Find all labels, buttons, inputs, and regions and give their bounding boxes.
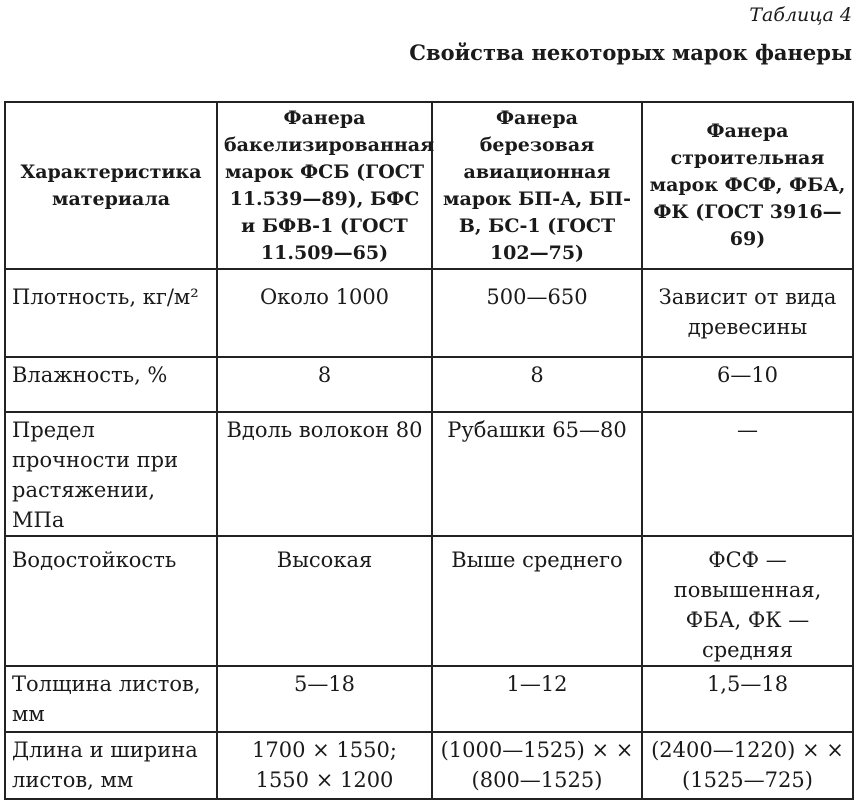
row-label-tensile-strength: Предел прочности при растяжении, МПа [12, 418, 179, 532]
table-row [5, 357, 853, 412]
plywood-properties-table [4, 101, 854, 800]
cell-value: Зависит от вида древесины [658, 285, 837, 339]
cell-value: 1—12 [506, 672, 568, 696]
cell-value: — [737, 418, 758, 442]
row-label-thickness: Толщина листов, мм [12, 672, 201, 726]
cell-value: Высокая [276, 548, 373, 572]
cell-value: (2400—1220) × × (1525—725) [651, 738, 844, 792]
cell-value: Вдоль волокон 80 [226, 418, 423, 442]
header-row [5, 102, 853, 269]
row-label-dimensions: Длина и ширина листов, мм [12, 738, 198, 792]
cell-value: 8 [317, 363, 332, 387]
table-row [5, 269, 853, 357]
header-bakelized-plywood: Фанера бакелизированная марок ФСБ (ГОСТ 11.539—89), БФС и БФВ-1 (ГОСТ 11.509—65) [217, 102, 432, 269]
header-construction-plywood: Фанера строительная марок ФСФ, ФБА, ФК (ГОСТ 3916—69) [642, 102, 853, 269]
cell-value: Выше среднего [451, 548, 623, 572]
table-row [5, 412, 853, 536]
table-row [5, 732, 853, 799]
row-label-moisture: Влажность, % [12, 363, 168, 387]
cell-value: 1,5—18 [706, 672, 789, 696]
cell-value: 8 [530, 363, 544, 387]
table-number-label: Таблица 4 [749, 4, 852, 26]
header-characteristic: Характеристика материала [5, 102, 217, 269]
table-row [5, 666, 853, 732]
cell-value: Рубашки 65—80 [447, 418, 627, 442]
table-row [5, 536, 853, 666]
cell-value: 5—18 [293, 672, 356, 696]
row-label-density: Плотность, кг/м² [12, 285, 199, 309]
table-title: Свойства некоторых марок фанеры [409, 40, 852, 65]
row-label-water-resistance: Водостойкость [12, 548, 177, 572]
header-birch-aviation-plywood: Фанера березовая авиационная марок БП-А, БП-В, БС-1 (ГОСТ 102—75) [432, 102, 642, 269]
cell-value: 1700 × 1550; 1550 × 1200 [252, 738, 397, 792]
cell-value: 6—10 [716, 363, 779, 387]
cell-value: ФСФ — повышенная, ФБА, ФК — средняя [673, 548, 822, 662]
cell-value: 500—650 [486, 285, 588, 309]
cell-value: Около 1000 [259, 285, 390, 309]
cell-value: (1000—1525) × × (800—1525) [440, 738, 634, 792]
